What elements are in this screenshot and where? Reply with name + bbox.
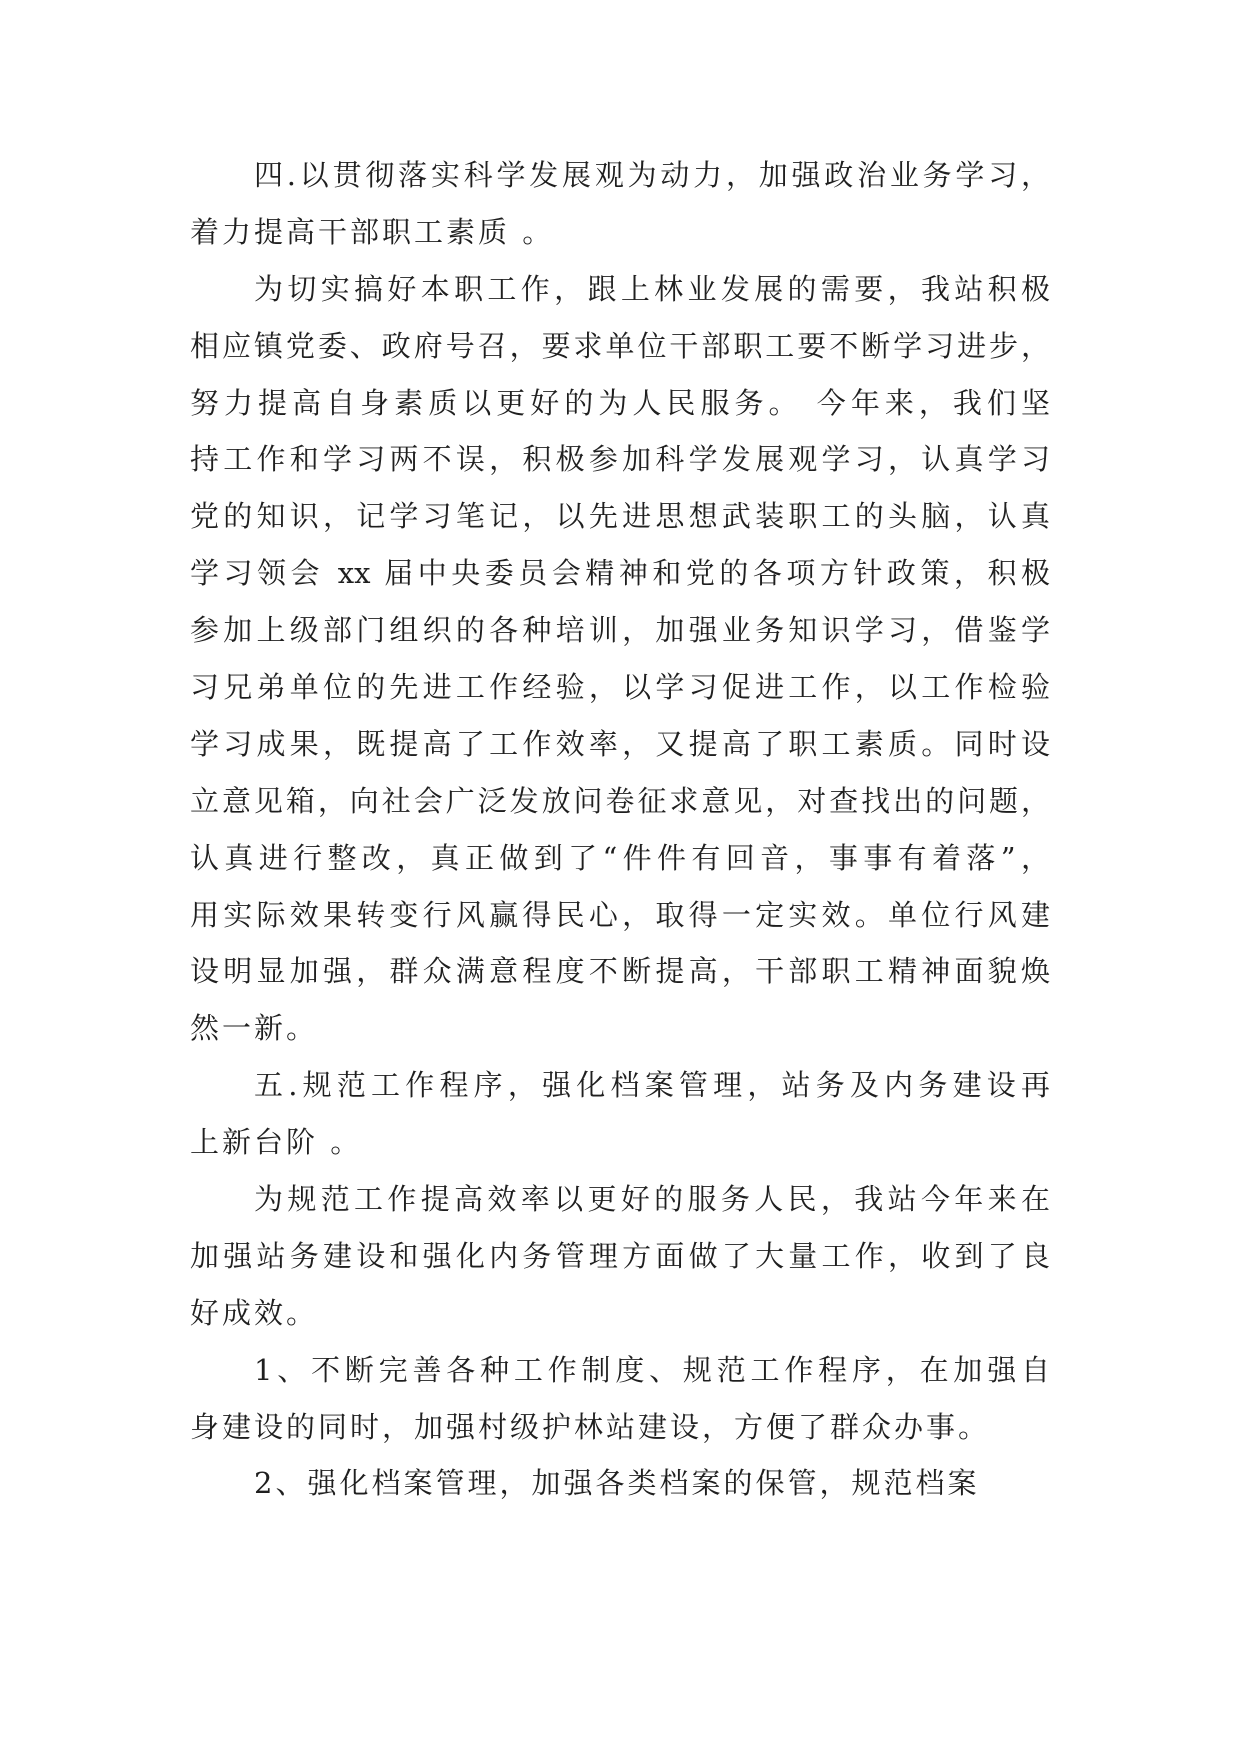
paragraph-1-line-2: 相应镇党委、政府号召，要求单位干部职工要不断学习进步， bbox=[190, 328, 1050, 363]
paragraph-1-line-3: 努力提高自身素质以更好的为人民服务。 今年来，我们坚 bbox=[190, 385, 1050, 420]
paragraph-1-line-13: 设明显加强，群众满意程度不断提高，干部职工精神面貌焕 bbox=[190, 954, 1050, 989]
heading-5-line-2: 上新台阶 。 bbox=[190, 1125, 363, 1160]
paragraph-1-line-7: 参加上级部门组织的各种培训，加强业务知识学习，借鉴学 bbox=[190, 613, 1050, 648]
paragraph-1-line-14: 然一新。 bbox=[190, 1011, 319, 1046]
paragraph-2-line-3: 好成效。 bbox=[190, 1295, 319, 1330]
paragraph-1-line-8: 习兄弟单位的先进工作经验，以学习促进工作，以工作检验 bbox=[190, 670, 1050, 705]
item-1-line-2: 身建设的同时，加强村级护林站建设，方便了群众办事。 bbox=[190, 1409, 991, 1444]
paragraph-1-line-11: 认真进行整改，真正做到了“件件有回音，事事有着落”， bbox=[190, 840, 1050, 875]
paragraph-1-line-4: 持工作和学习两不误，积极参加科学发展观学习，认真学习 bbox=[190, 442, 1050, 477]
paragraph-1-line-6: 学习领会 xx 届中央委员会精神和党的各项方针政策，积极 bbox=[190, 556, 1050, 591]
heading-4-line-2: 着力提高干部职工素质 。 bbox=[190, 214, 555, 249]
paragraph-1-line-5: 党的知识，记学习笔记，以先进思想武装职工的头脑，认真 bbox=[190, 499, 1050, 534]
paragraph-1-line-1: 为切实搞好本职工作，跟上林业发展的需要，我站积极 bbox=[254, 271, 1050, 306]
item-2-line-1: 2、强化档案管理，加强各类档案的保管，规范档案 bbox=[254, 1466, 980, 1501]
item-1-line-1: 1、不断完善各种工作制度、规范工作程序，在加强自 bbox=[254, 1352, 1050, 1387]
paragraph-1-line-9: 学习成果，既提高了工作效率，又提高了职工素质。同时设 bbox=[190, 726, 1050, 761]
heading-5-line-1: 五.规范工作程序，强化档案管理，站务及内务建设再 bbox=[254, 1068, 1050, 1103]
heading-4-line-1: 四.以贯彻落实科学发展观为动力，加强政治业务学习， bbox=[254, 158, 1050, 192]
paragraph-1-line-10: 立意见箱，向社会广泛发放问卷征求意见，对查找出的问题， bbox=[190, 783, 1050, 818]
paragraph-1-line-12: 用实际效果转变行风赢得民心，取得一定实效。单位行风建 bbox=[190, 897, 1050, 932]
paragraph-2-line-2: 加强站务建设和强化内务管理方面做了大量工作，收到了良 bbox=[190, 1238, 1050, 1273]
paragraph-2-line-1: 为规范工作提高效率以更好的服务人民，我站今年来在 bbox=[254, 1182, 1050, 1217]
document-page bbox=[190, 158, 1050, 1523]
